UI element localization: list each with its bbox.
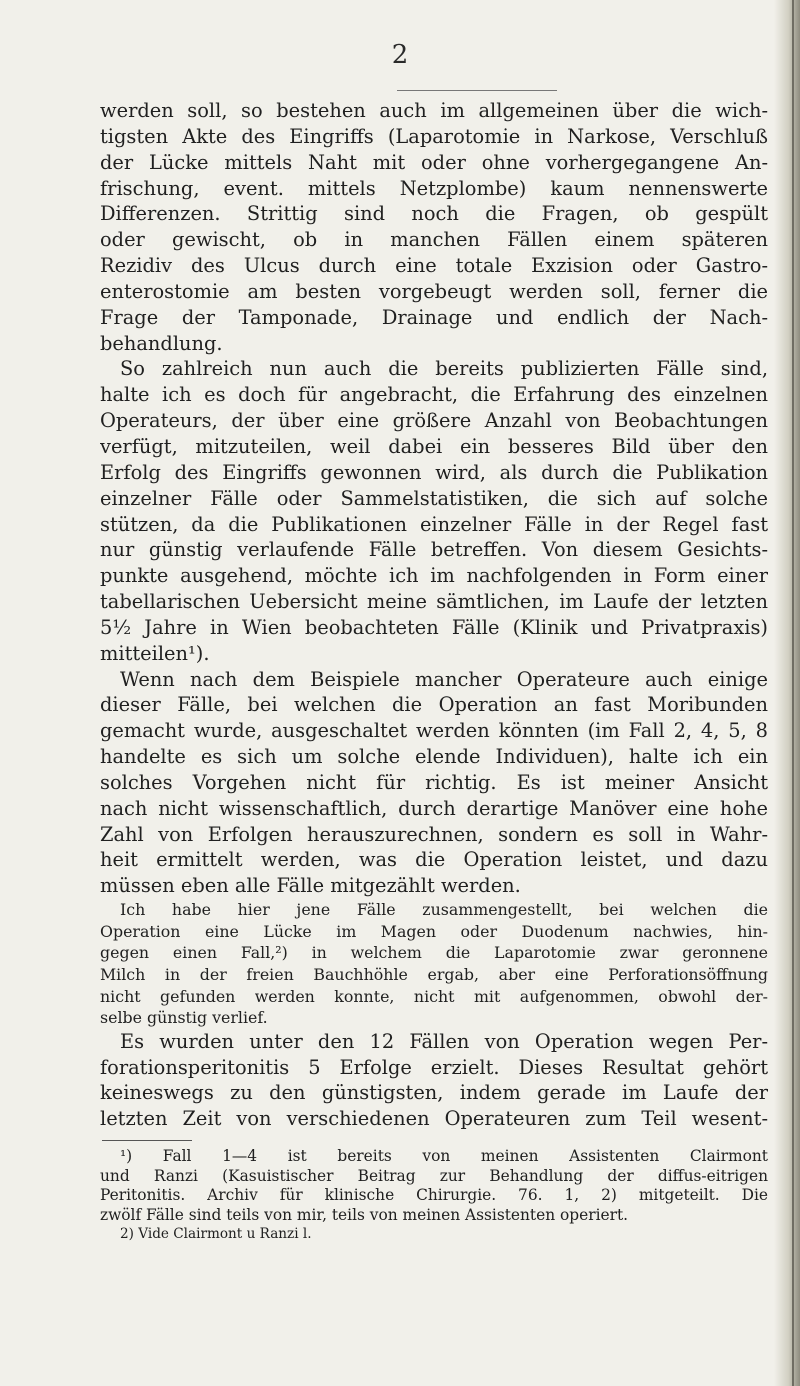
text-line: Operateurs, der über eine größere Anzahl von Beobachtungen [100,409,768,433]
footnote-line: ¹) Fall 1—4 ist bereits von meinen Assistenten Clairmont [120,1147,768,1166]
page-body [100,98,768,1245]
text-line: 5½ Jahre in Wien beobachteten Fälle (Klinik und Privatpraxis) [100,615,768,639]
text-line: selbe günstig verlief. [100,1008,268,1028]
text-line: forationsperitonitis 5 Erfolge erzielt. Dieses Resultat gehört [100,1055,768,1079]
page-edge-line [792,0,794,1386]
text-line: letzten Zeit von verschiedenen Operateuren zum Teil wesent- [100,1107,768,1131]
text-line: werden soll, so bestehen auch im allgemeinen über die wich- [100,99,768,122]
text-line: Wenn nach dem Beispiele mancher Operateure auch einige [120,667,768,691]
text-line: frischung, event. mittels Netzplombe) kaum nennenswerte [100,176,768,200]
text-line: So zahlreich nun auch die bereits publizierten Fälle sind, [120,357,768,381]
text-line: Frage der Tamponade, Drainage und endlich der Nach- [100,305,768,329]
page-edge-shadow [774,0,800,1386]
text-line: Es wurden unter den 12 Fällen von Operation wegen Per- [120,1029,768,1053]
paragraph [100,98,768,356]
paragraph [100,667,768,900]
text-line: einzelner Fälle oder Sammelstatistiken, die sich auf solche [100,486,768,510]
text-line: tabellarischen Uebersicht meine sämtlichen, im Laufe der letzten [100,590,768,614]
text-line: punkte ausgehend, möchte ich im nachfolgenden in Form einer [100,564,768,588]
text-line: Differenzen. Strittig sind noch die Fragen, ob gespült [100,202,768,226]
text-line: stützen, da die Publikationen einzelner Fälle in der Regel fast [100,512,768,536]
paragraph [100,356,768,666]
text-line: gemacht wurde, ausgeschaltet werden könnten (im Fall 2, 4, 5, 8 [100,719,768,743]
paragraph [100,1029,768,1132]
text-line: oder gewischt, ob in manchen Fällen einem späteren [100,228,768,252]
footnote-line: Peritonitis. Archiv für klinische Chirurgie. 76. 1, 2) mitgeteilt. Die [100,1186,768,1205]
text-line: mitteilen¹). [100,641,210,665]
text-line: müssen eben alle Fälle mitgezählt werden. [100,874,521,898]
text-line: Rezidiv des Ulcus durch eine totale Exzision oder Gastro- [100,254,768,278]
footnote-line: 2) Vide Clairmont u Ranzi l. [120,1226,312,1243]
footnotes [100,1147,768,1245]
text-line: Zahl von Erfolgen herauszurechnen, sondern es soll in Wahr- [100,822,768,846]
text-line: Ich habe hier jene Fälle zusammengestellt, bei welchen die [120,900,768,920]
text-line: Erfolg des Eingriffs gewonnen wird, als durch die Publikation [100,460,768,484]
text-line: enterostomie am besten vorgebeugt werden soll, ferner die [100,279,768,303]
page-number: 2 [391,40,409,70]
text-line: nur günstig verlaufende Fälle betreffen. Von diesem Gesichts- [100,538,768,562]
text-line: der Lücke mittels Naht mit oder ohne vorhergegangene An- [100,150,768,174]
text-line: behandlung. [100,331,223,355]
text-line: handelte es sich um solche elende Individuen), halte ich ein [100,745,768,769]
text-line: dieser Fälle, bei welchen die Operation an fast Moribunden [100,693,768,717]
footnote-rule [102,1140,192,1141]
footnote-line: und Ranzi (Kasuistischer Beitrag zur Behandlung der diffus-eitrigen [100,1166,768,1185]
text-line: Milch in der freien Bauchhöhle ergab, aber eine Perforationsöffnung [100,964,768,984]
text-line: Operation eine Lücke im Magen oder Duodenum nachwies, hin- [100,921,768,941]
text-line: tigsten Akte des Eingriffs (Laparotomie in Narkose, Verschluß [100,124,768,148]
small-print-paragraph [100,899,768,1029]
text-line: nach nicht wissenschaftlich, durch derartige Manöver eine hohe [100,796,768,820]
text-line: verfügt, mitzuteilen, weil dabei ein besseres Bild über den [100,434,768,458]
text-line: heit ermittelt werden, was die Operation leistet, und dazu [100,848,768,872]
text-line: keineswegs zu den günstigsten, indem gerade im Laufe der [100,1081,768,1105]
text-line: halte ich es doch für angebracht, die Erfahrung des einzelnen [100,383,768,407]
text-line: nicht gefunden werden konnte, nicht mit aufgenommen, obwohl der- [100,986,768,1006]
header-rule [397,90,557,91]
footnote-line: zwölf Fälle sind teils von mir, teils von meinen Assistenten operiert. [100,1205,629,1224]
text-line: gegen einen Fall,²) in welchem die Laparotomie zwar geronnene [100,943,768,963]
text-line: solches Vorgehen nicht für richtig. Es ist meiner Ansicht [100,770,768,794]
